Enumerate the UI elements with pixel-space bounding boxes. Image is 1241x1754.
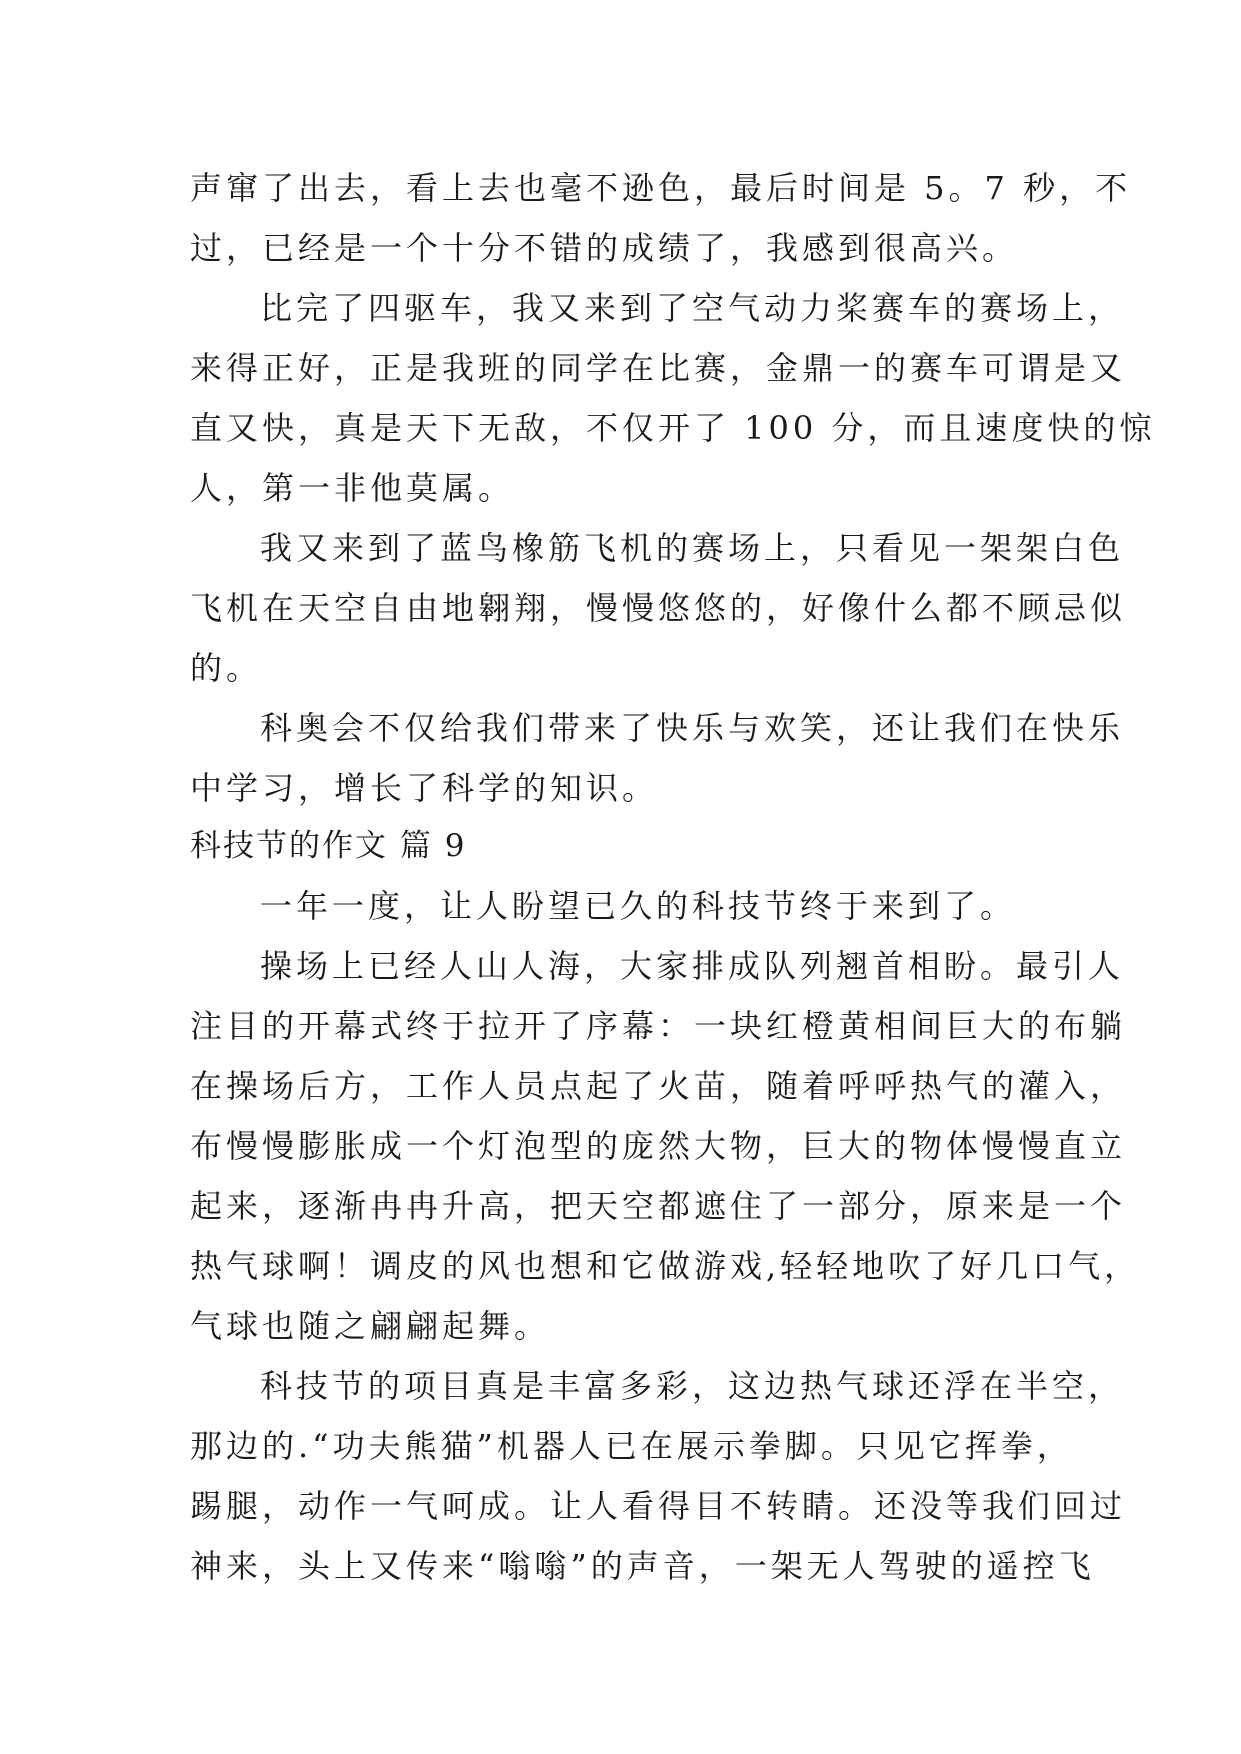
- text-line: 人，第一非他莫属。: [190, 469, 515, 507]
- text-line: 我又来到了蓝鸟橡筋飞机的赛场上，只看见一架架白色: [260, 529, 1125, 567]
- text-line: 中学习，增长了科学的知识。: [190, 769, 659, 807]
- text-line: 气球也随之翩翩起舞。: [190, 1307, 551, 1345]
- text-line: 神来，头上又传来“嗡嗡”的声音，一架无人驾驶的遥控飞: [190, 1547, 1095, 1585]
- text-line: 飞机在天空自由地翱翔，慢慢悠悠的，好像什么都不顾忌似: [190, 589, 1127, 627]
- text-line: 比完了四驱车，我又来到了空气动力桨赛车的赛场上，: [260, 289, 1125, 327]
- section-heading: 科技节的作文 篇 9: [190, 828, 467, 864]
- text-line: 声窜了出去，看上去也毫不逊色，最后时间是 5。7 秒，不: [190, 169, 1132, 207]
- text-line: 踢腿，动作一气呵成。让人看得目不转睛。还没等我们回过: [190, 1487, 1127, 1525]
- text-line: 一年一度，让人盼望已久的科技节终于来到了。: [260, 887, 1017, 925]
- text-line: 注目的开幕式终于拉开了序幕：一块红橙黄相间巨大的布躺: [190, 1007, 1127, 1045]
- text-line: 那边的.“功夫熊猫”机器人已在展示拳脚。只见它挥拳，: [190, 1427, 1073, 1465]
- text-line: 在操场后方，工作人员点起了火苗，随着呼呼热气的灌入，: [190, 1067, 1127, 1105]
- text-line: 的。: [190, 649, 263, 687]
- text-line: 布慢慢膨胀成一个灯泡型的庞然大物，巨大的物体慢慢直立: [190, 1127, 1127, 1165]
- text-line: 科奥会不仅给我们带来了快乐与欢笑，还让我们在快乐: [260, 709, 1125, 747]
- essay-body: [190, 158, 1156, 1596]
- text-line: 来得正好，正是我班的同学在比赛，金鼎一的赛车可谓是又: [190, 349, 1127, 387]
- text-line: 直又快，真是天下无敌，不仅开了 100 分，而且速度快的惊: [190, 409, 1156, 447]
- text-line: 科技节的项目真是丰富多彩，这边热气球还浮在半空，: [260, 1367, 1125, 1405]
- text-line: 过，已经是一个十分不错的成绩了，我感到很高兴。: [190, 229, 1019, 267]
- text-line: 起来，逐渐冉冉升高，把天空都遮住了一部分，原来是一个: [190, 1187, 1127, 1225]
- text-line: 操场上已经人山人海，大家排成队列翘首相盼。最引人: [260, 947, 1125, 985]
- text-line: 热气球啊！调皮的风也想和它做游戏,轻轻地吹了好几口气，: [190, 1247, 1141, 1285]
